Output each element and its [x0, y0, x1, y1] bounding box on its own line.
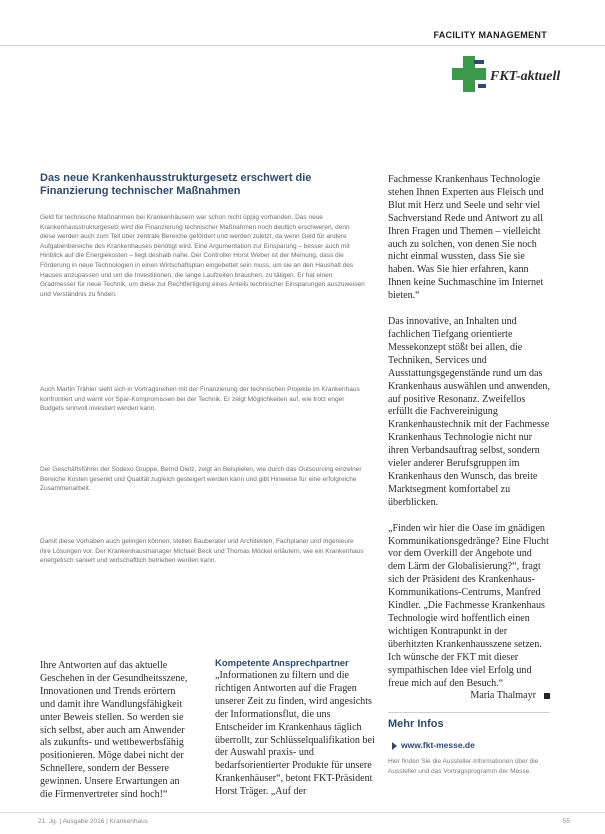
arrow-right-icon — [392, 742, 397, 750]
column-2-paragraph: „Informationen zu filtern und die richtigen Antworten auf die Fragen unserer Zeit zu finden, wird angesichts der Informationsflut, die uns Entscheider im Krankenhaus täglich überrollt, zur Schlüsselqualifikation bei der Auswahl praxis- und bedarfsorientierter Produkte für unsere Krankenhäuser“, betont FKT-Präsident Horst Träger. „Auf der — [215, 670, 375, 798]
sidebar-paragraph: Damit diese Vorhaben auch gelingen können, stellen Bauberater und Architekten, Fachplaner und Ingenieure ihre Lösungen vor. Der Krankenhausmanager Michael Beck und Thomas Möckel erläutern, wie ein Krankenhaus energetisch saniert und wirtschaftlich betrieben werden kann. — [40, 538, 364, 565]
fkt-cross-icon — [450, 54, 561, 96]
author-signature — [388, 690, 550, 703]
section-label: FACILITY MANAGEMENT — [433, 30, 547, 40]
more-info-link-text[interactable]: www.fkt-messe.de — [401, 740, 475, 750]
sidebar-paragraph: Der Geschäftsführer der Sodexo Gruppe, Bernd Dietz, zeigt an Beispielen, wie durch das Outsourcing einzelner Bereiche Kosten gesenkt und Qualität zugleich gesteigert werden kann und gibt Hinweise für eine erfolgreiche Zusammenarbeit. — [40, 466, 362, 493]
column-1-paragraph: Ihre Antworten auf das aktuelle Geschehen in der Gesundheitsszene, Innovationen und Trends erörtern und damit ihre Wandlungsfähigkeit unter Beweis stellen. So werden sie sich selbst, aber auch am Anwender als zukunfts- und wettbewerbsfähig positionieren. Möge dabei nicht der Schnellere, sondern der Bessere gewinnen. Unsere Erwartungen an die Firmenvertreter sind hoch!“ — [40, 660, 188, 801]
column-2-subheading: Kompetente Ansprechpartner — [215, 658, 349, 669]
author-name: Maria Thalmayr — [470, 690, 536, 702]
more-info-divider — [388, 712, 550, 713]
column-3-paragraph: Das innovative, an Inhalten und fachlichen Tiefgang orientierte Messekonzept stößt bei allen, die Techniken, Services und Ausstattungsgegenstände rund um das Krankenhaus auswählen und anwenden, auf positive Resonanz. Zweifellos erfüllt die Fachvereinigung Krankenhaustechnik mit der Fachmesse Krankenhaus Technologie nicht nur ihren Verbandsauftrag selbst, sondern vieler anderer Berufsgruppen im Krankenhaus den Wunsch, das breite Marktsegment komfortabel zu überblicken. — [388, 316, 551, 508]
sidebar-paragraph: Geld für technische Maßnahmen bei Krankenhäusern war schon nicht üppig vorhanden. Das neue Krankenhausstrukturgesetz wird die Finanzierung technischer Maßnahmen noch deutlich erschweren, denn diese werden auch zum Teil über zentrale Bereiche gefördert und werden zuletzt, da wenn Geld für andere Aufgabenbereiche des Krankenhauses benötigt wird. Eine Argumentation zur Einsparung – besser auch mit Hinblick auf die Energiekosten – liegt deshalb nahe. Der Controller Horst Weber ist der Meinung, dass die Förderung in neue Technologien in einen Wirtschaftsplan eingebettet sein muss, um sie an den Haushalt des Hauses anzupassen und um die Investitionen, die lange Laufzeiten brauchen, zu tätigen. Er hat einen Gradmesser für neue Technik, um diese zur Rechtfertigung eines Anteils technischer Einsparungen auszuweisen und Verständnis zu finden. — [40, 214, 365, 298]
header-divider — [0, 45, 605, 46]
page-number: 55 — [562, 818, 570, 825]
column-3-paragraph: „Finden wir hier die Oase im gnädigen Kommunikationsgedränge? Eine Flucht vor dem Overkill der Angebote und dem Lärm der Globalisierung?“, fragt sich der Präsident des Krankenhaus-Kommunikations-Centrums, Manfred Kindler. „Die Fachmesse Krankenhaus Technologie wird hoffentlich einen wichtigen Kontrapunkt in der überhitzten Krankenhausszene setzen. Ich wünsche der FKT mit dieser sympathischen Idee viel Erfolg und freue mich auf den Besuch.“ — [388, 522, 549, 689]
end-mark-icon — [544, 693, 550, 699]
article-column-2 — [215, 658, 375, 799]
article-column-3 — [388, 174, 550, 703]
fkt-logo-text: FKT-aktuell — [490, 69, 561, 84]
footer-divider — [0, 812, 605, 813]
fkt-logo — [450, 54, 561, 96]
sidebar-headline: Das neue Krankenhausstrukturgesetz erschwert die Finanzierung technischer Maßnahmen — [40, 172, 312, 197]
sidebar-paragraph: Auch Martin Trähler sieht sich in Vortragsreihen mit der Finanzierung der technischen Projekte im Krankenhaus konfrontiert und warnt vor Spar-Kompromissen bei der Technik. Er zeigt Möglichkeiten auf, wie trotz enger Budgets sinnvoll investiert werden kann. — [40, 386, 360, 413]
more-info-link[interactable] — [392, 740, 475, 750]
article-column-1 — [40, 660, 192, 802]
footer-issue-info: 21. Jg. | Ausgabe 2016 | Krankenhaus — [38, 818, 148, 825]
more-info-heading: Mehr Infos — [388, 718, 444, 730]
more-info-text: Hier finden Sie die Aussteller-Informationen über die Aussteller und das Vortragsprogramm der Messe. — [388, 758, 539, 775]
column-3-paragraph: Fachmesse Krankenhaus Technologie stehen Ihnen Experten aus Fleisch und Blut mit Herz und Seele und sehr viel Sachverstand Rede und Antwort zu all Ihren Fragen und Themen – vielleicht auch zu solchen, von denen Sie noch nicht einmal wussten, dass Sie sie haben. Was Sie hier erfahren, kann Ihnen keine Suchmaschine im Internet bieten.“ — [388, 174, 544, 302]
